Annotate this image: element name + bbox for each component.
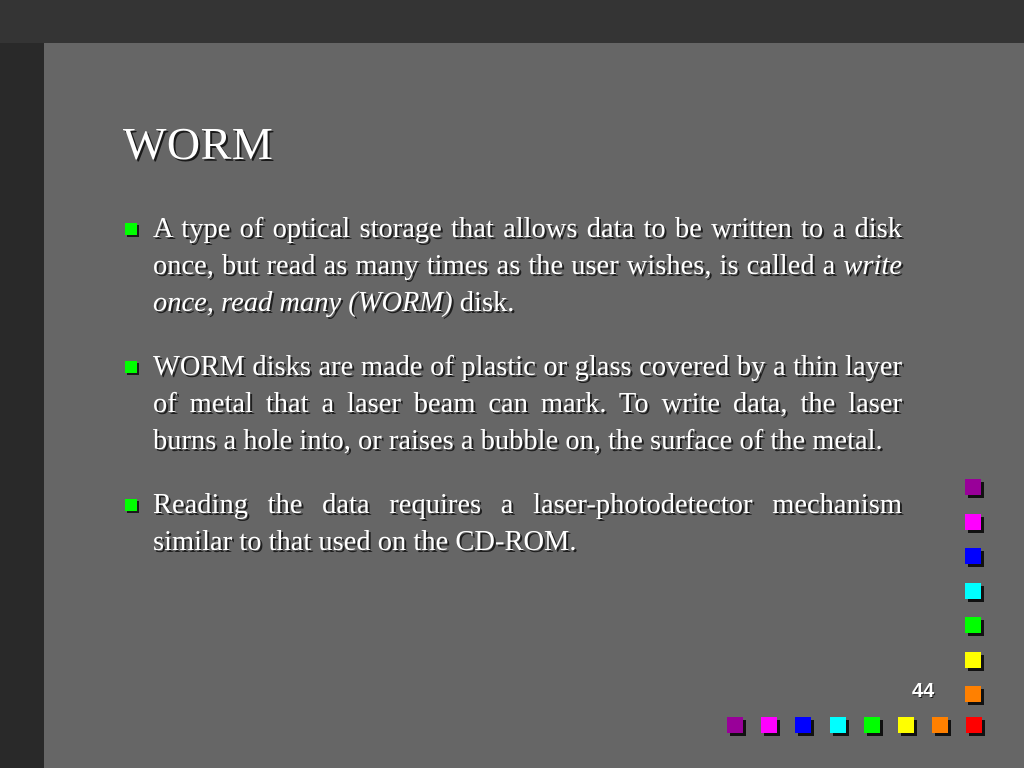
decorative-square (727, 717, 743, 733)
bullet-text-part: Reading the data requires a laser-photodetector mechanism similar to that used on the CD-ROM. (153, 489, 902, 557)
bullet-list (120, 210, 902, 587)
bullet-text (153, 351, 902, 456)
bullet-text-part: A type of optical storage that allows data to be written to a disk once, but read as many times as the user wishes, is called a (153, 213, 902, 281)
decorative-square (965, 583, 981, 599)
bullet-text-part: WORM disks are made of plastic or glass covered by a thin layer of metal that a laser beam can mark. To write data, the laser burns a hole into, or raises a bubble on, the surface of the metal. (153, 351, 902, 456)
bullet-square-icon (125, 223, 137, 235)
decorative-square (898, 717, 914, 733)
decorative-square (932, 717, 948, 733)
decorative-square (965, 548, 981, 564)
decorative-square (795, 717, 811, 733)
decorative-square (965, 617, 981, 633)
top-bar (0, 0, 1024, 43)
decorative-square (830, 717, 846, 733)
decorative-square (761, 717, 777, 733)
bullet-square-icon (125, 361, 137, 373)
left-bar (0, 43, 44, 768)
bullet-item (120, 210, 902, 321)
bullet-text-italic: write once, read many (WORM) (153, 250, 902, 318)
bullet-item (120, 486, 902, 560)
bullet-square-icon (125, 499, 137, 511)
bullet-text (153, 489, 902, 557)
decorative-square (965, 479, 981, 495)
bullet-text (153, 213, 902, 318)
bullet-text-part: disk. (452, 287, 515, 318)
decorative-square (965, 652, 981, 668)
slide-title: WORM (123, 118, 274, 169)
bullet-item (120, 348, 902, 459)
decorative-square (965, 686, 981, 702)
decorative-square (864, 717, 880, 733)
decorative-square (966, 717, 982, 733)
slide-number: 44 (912, 680, 935, 702)
decorative-square (965, 514, 981, 530)
